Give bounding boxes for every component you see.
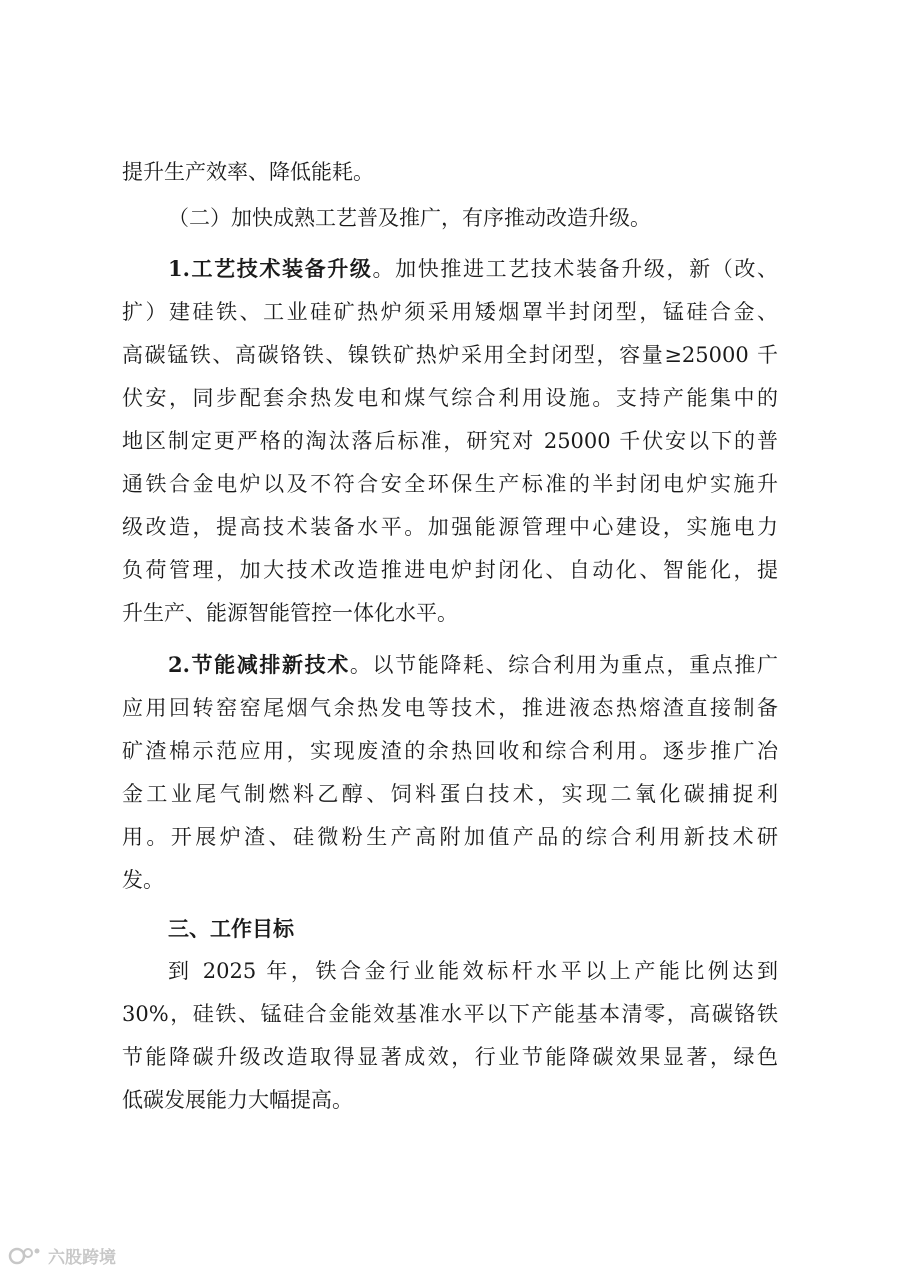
watermark-text: 六股跨境 <box>48 1248 116 1268</box>
paragraph-line: 30%，硅铁、锰硅合金能效基准水平以下产能基本清零，高碳铬铁 <box>122 1002 778 1026</box>
item-heading: 2.节能减排新技术 <box>168 652 350 677</box>
paragraph-line: 高碳锰铁、高碳铬铁、镍铁矿热炉采用全封闭型，容量≥25000 千 <box>122 343 778 367</box>
item-text: 。加快推进工艺技术装备升级，新（改、 <box>372 257 778 281</box>
item-text: 。以节能降耗、综合利用为重点，重点推广 <box>349 653 778 677</box>
paragraph-line <box>122 650 778 680</box>
paragraph-line: 负荷管理，加大技术改造推进电炉封闭化、自动化、智能化，提 <box>122 558 778 582</box>
watermark <box>8 1243 116 1268</box>
paragraph-line: 伏安，同步配套余热发电和煤气综合利用设施。支持产能集中的 <box>122 386 778 410</box>
section-subheading: （二）加快成熟工艺普及推广，有序推动改造升级。 <box>168 206 651 230</box>
paragraph-line: 提升生产效率、降低能耗。 <box>122 160 374 184</box>
paragraph-line: 金工业尾气制燃料乙醇、饲料蛋白技术，实现二氧化碳捕捉利 <box>122 782 778 806</box>
paragraph-line: 矿渣棉示范应用，实现废渣的余热回收和综合利用。逐步推广冶 <box>122 739 778 763</box>
paragraph-line: 用。开展炉渣、硅微粉生产高附加值产品的综合利用新技术研 <box>122 825 778 849</box>
paragraph-line: 到 2025 年，铁合金行业能效标杆水平以上产能比例达到 <box>168 959 778 983</box>
paragraph-line: 地区制定更严格的淘汰落后标准，研究对 25000 千伏安以下的普 <box>122 429 778 453</box>
paragraph-line: 节能降碳升级改造取得显著成效，行业节能降碳效果显著，绿色 <box>122 1045 778 1069</box>
section-heading: 三、工作目标 <box>168 916 294 941</box>
paragraph-line: 扩）建硅铁、工业硅矿热炉须采用矮烟罩半封闭型，锰硅合金、 <box>122 300 778 324</box>
paragraph-line: 级改造，提高技术装备水平。加强能源管理中心建设，实施电力 <box>122 515 778 539</box>
paragraph-line <box>122 254 778 284</box>
paragraph-line: 发。 <box>122 868 164 892</box>
paragraph-line: 升生产、能源智能管控一体化水平。 <box>122 601 458 625</box>
paragraph-line: 低碳发展能力大幅提高。 <box>122 1088 353 1112</box>
item-heading: 1.工艺技术装备升级 <box>168 256 373 281</box>
paragraph-line: 通铁合金电炉以及不符合安全环保生产标准的半封闭电炉实施升 <box>122 472 778 496</box>
brand-logo-icon <box>8 1245 42 1267</box>
paragraph-line: 应用回转窑窑尾烟气余热发电等技术，推进液态热熔渣直接制备 <box>122 696 778 720</box>
